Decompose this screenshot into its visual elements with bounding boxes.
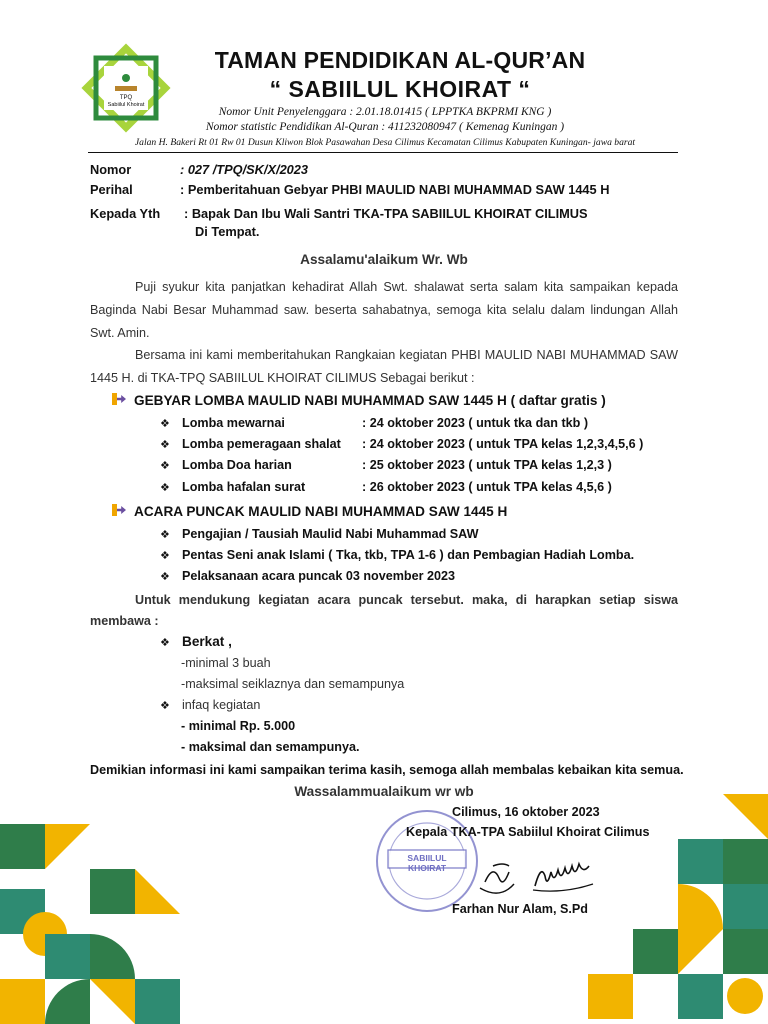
berkat-max: -maksimal seiklaznya dan semampunya [181, 677, 405, 691]
decoration-left [0, 794, 200, 1024]
section-2-title: ACARA PUNCAK MAULID NABI MUHAMMAD SAW 1445 H [112, 503, 507, 519]
perihal-value: : Pemberitahuan Gebyar PHBI MAULID NABI MUHAMMAD SAW 1445 H [180, 182, 610, 197]
kepada-label: Kepada Yth [90, 206, 161, 221]
infaq-min: - minimal Rp. 5.000 [181, 719, 296, 733]
berkat-item: ❖ Berkat , [160, 634, 232, 649]
school-name: “ SABIILUL KHOIRAT “ [269, 76, 531, 102]
header-divider [88, 152, 678, 153]
address: Jalan H. Bakeri Rt 01 Rw 01 Dusun Kliwon Blok Pasawahan Desa Cilimus Kecamatan Cilimus Kabupaten Kuningan- jawa barat [134, 137, 636, 148]
diamond-bullet-icon: ❖ [160, 529, 170, 541]
paragraph-1: Puji syukur kita panjatkan kehadirat Allah Swt. shalawat serta salam kita sampaikan kepada Baginda Nabi Besar Muhammad saw. beserta sahabatnya, semoga kita selalu dalam lindungan Allah Swt. Amin. [90, 280, 678, 340]
nomor-label: Nomor [90, 162, 132, 177]
kepada-place: Di Tempat. [195, 224, 260, 239]
signatory-name: Farhan Nur Alam, S.Pd [452, 902, 588, 916]
list-item: ❖ Lomba hafalan surat [160, 480, 306, 494]
list-item: ❖ Lomba Doa harian [160, 458, 292, 472]
diamond-bullet-icon: ❖ [160, 571, 170, 583]
support-intro: Untuk mendukung kegiatan acara puncak tersebut. maka, di harapkan setiap siswa membawa : [90, 593, 678, 628]
diamond-bullet-icon: ❖ [160, 439, 170, 451]
stamp [374, 808, 480, 914]
perihal-label: Perihal [90, 182, 133, 197]
school-title: TAMAN PENDIDIKAN AL-QUR’AN [214, 47, 586, 73]
list-item-date: : 26 oktober 2023 ( untuk TPA kelas 4,5,6 ) [362, 480, 612, 494]
closing-demikian: Demikian informasi ini kami sampaikan terima kasih, semoga allah membalas kebaikan kita semua. [90, 763, 684, 777]
stamp-text: SABIILUL KHOIRAT [407, 853, 447, 873]
section-1-title: GEBYAR LOMBA MAULID NABI MUHAMMAD SAW 1445 H ( daftar gratis ) [112, 392, 606, 408]
berkat-min: -minimal 3 buah [181, 656, 271, 670]
list-item-date: : 25 oktober 2023 ( untuk TPA kelas 1,2,3 ) [362, 458, 612, 472]
infaq-max: - maksimal dan semampunya. [181, 740, 360, 754]
diamond-bullet-icon: ❖ [160, 482, 170, 494]
signatory-position: Kepala TKA-TPA Sabiilul Khoirat Cilimus [406, 825, 650, 839]
logo-label-1: TPQ [119, 95, 133, 101]
list-item-date: : 24 oktober 2023 ( untuk TPA kelas 1,2,3,4,5,6 ) [362, 437, 644, 451]
diamond-bullet-icon: ❖ [160, 637, 170, 649]
place-date: Cilimus, 16 oktober 2023 [452, 805, 600, 819]
diamond-bullet-icon: ❖ [160, 418, 170, 430]
list-item: ❖ Lomba mewarnai [160, 416, 285, 430]
statistic-number: Nomor statistic Pendidikan Al-Quran : 411232080947 ( Kemenag Kuningan ) [205, 121, 565, 133]
logo-label-2: Sabiilul Khoirat [107, 102, 145, 108]
decoration-right [578, 784, 768, 1024]
infaq-item: ❖ infaq kegiatan [160, 698, 261, 712]
list-item: ❖ Pelaksanaan acara puncak 03 november 2023 [160, 569, 456, 583]
list-item-date: : 24 oktober 2023 ( untuk tka dan tkb ) [362, 416, 589, 430]
list-item: ❖ Pentas Seni anak Islami ( Tka, tkb, TPA 1-6 ) dan Pembagian Hadiah Lomba. [160, 548, 635, 562]
arrow-bullet-icon [112, 503, 134, 517]
handwritten-signature [475, 852, 605, 902]
arrow-bullet-icon [112, 392, 134, 406]
list-item: ❖ Pengajian / Tausiah Maulid Nabi Muhammad SAW [160, 527, 479, 541]
diamond-bullet-icon: ❖ [160, 700, 170, 712]
list-item: ❖ Lomba pemeragaan shalat [160, 437, 341, 451]
nomor-value: : 027 /TPQ/SK/X/2023 [180, 162, 309, 177]
kepada-value: : Bapak Dan Ibu Wali Santri TKA-TPA SABIILUL KHOIRAT CILIMUS [184, 206, 588, 221]
paragraph-2: Bersama ini kami memberitahukan Rangkaian kegiatan PHBI MAULID NABI MUHAMMAD SAW 1445 H. di TKA-TPQ SABIILUL KHOIRAT CILIMUS Sebagai berikut : [90, 348, 678, 385]
salam-opening: Assalamu'alaikum Wr. Wb [300, 252, 468, 267]
diamond-bullet-icon: ❖ [160, 460, 170, 472]
closing-wassalam: Wassalammualaikum wr wb [294, 784, 474, 799]
unit-number: Nomor Unit Penyelenggara : 2.01.18.01415 ( LPPTKA BKPRMI KNG ) [218, 106, 552, 118]
diamond-bullet-icon: ❖ [160, 550, 170, 562]
